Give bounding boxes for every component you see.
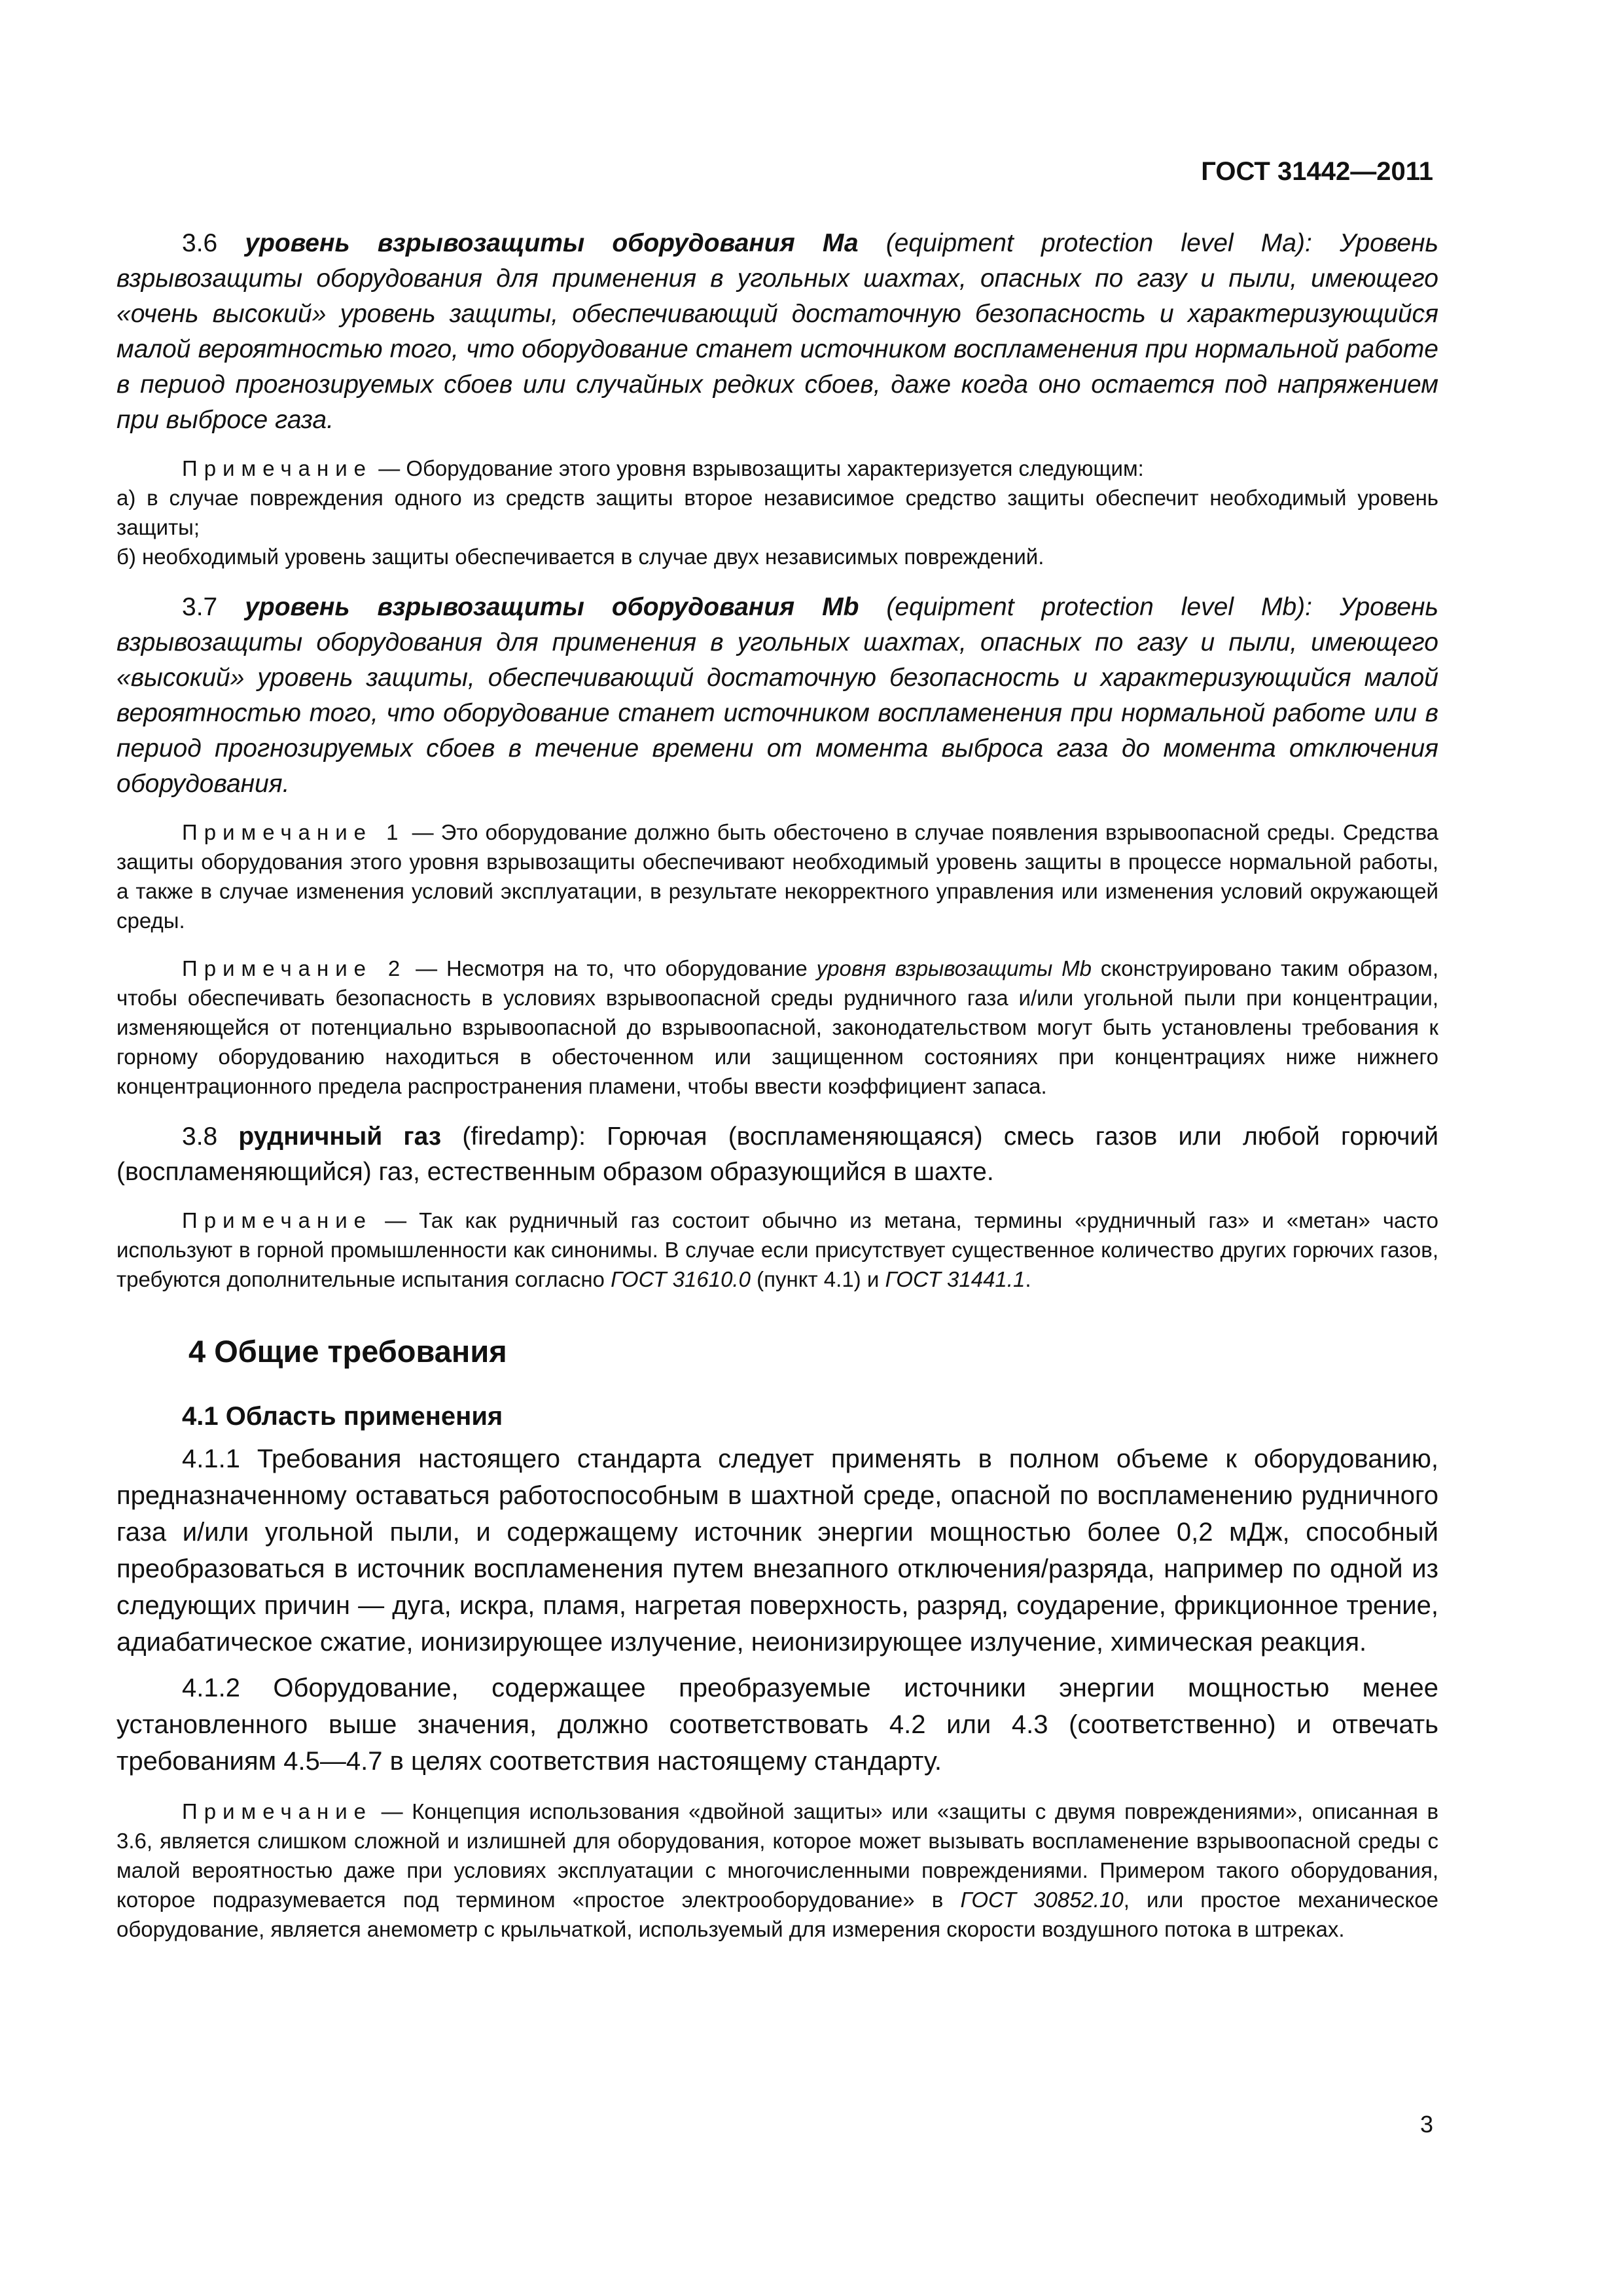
- english-term: (firedamp):: [462, 1122, 586, 1151]
- note-text: (пункт 4.1) и: [757, 1267, 880, 1291]
- page-content: [116, 226, 1438, 1962]
- note-label: Примечание: [182, 456, 373, 480]
- english-term: (equipment protection level Mb):: [886, 593, 1312, 621]
- clause-4-1-1: 4.1.1 Требования настоящего стандарта следует применять в полном объеме к оборудованию, предназначенному оставаться работоспособным в шахтной среде, опасной по воспламенению рудничного газа и/или угольной пыли, и содержащему источник энергии мощностью более 0,2 мДж, способный преобразоваться в источник воспламенения путем внезапного отключения/разряда, например по одной из следующих причин — дуга, искра, пламя, нагретая поверхность, разряд, соударение, фрикционное трение, адиабатическое сжатие, ионизирующее излучение, неионизирующее излучение, химическая реакция.: [116, 1444, 1438, 1657]
- term: рудничный газ: [238, 1122, 442, 1151]
- document-id-header: ГОСТ 31442—2011: [1201, 157, 1433, 186]
- standard-reference: ГОСТ 31441.1: [885, 1267, 1026, 1291]
- note-intro: [116, 454, 1438, 483]
- note-text: — Несмотря на то, что оборудование: [416, 956, 808, 980]
- note-label: Примечание 1: [182, 820, 405, 844]
- definition-3-8: [116, 1119, 1438, 1190]
- clause-number: 3.7: [182, 593, 218, 621]
- note-3-7-2: [116, 954, 1438, 1101]
- note-text: — Это оборудование должно быть обесточено в случае появления взрывоопасной среды. Средства защиты оборудования этого уровня взрывозащиты обеспечивают необходимый уровень защиты в процессе нормальной работы, а также в случае изменения условий эксплуатации, в результате некорректного управления или изменения условий окружающей среды.: [116, 820, 1439, 933]
- note-4-1: [116, 1797, 1438, 1944]
- english-term: (equipment protection level Ma):: [885, 229, 1312, 257]
- clause-number: 3.8: [182, 1122, 218, 1151]
- note-3-8: [116, 1206, 1438, 1294]
- note-3-6: [116, 454, 1438, 571]
- subsection-heading: 4.1 Область применения: [182, 1402, 503, 1431]
- definition-text: Уровень взрывозащиты оборудования для применения в угольных шахтах, опасных по газу и пыли, имеющего «очень высокий» уровень защиты, обеспечивающий достаточную безопасность и характеризующийся малой вероятностью того, что оборудование станет источником воспламенения при нормальной работе в период прогнозируемых сбоев или случайных редких сбоев, даже когда оно остается под напряжением при выбросе газа.: [116, 229, 1438, 434]
- note-label: Примечание 2: [182, 956, 407, 980]
- note-label: Примечание: [182, 1799, 373, 1823]
- note-label: Примечание: [182, 1208, 373, 1232]
- term: уровень взрывозащиты оборудования Mb: [245, 593, 859, 621]
- definition-3-7: [116, 590, 1438, 802]
- definition-text: Уровень взрывозащиты оборудования для применения в угольных шахтах, опасных по газу и пыли, имеющего «высокий» уровень защиты, обеспечивающий достаточную безопасность и характеризующийся малой вероятностью того, что оборудование станет источником воспламенения при нормальной работе или в период прогнозируемых сбоев в течение времени от момента выброса газа до момента отключения оборудования.: [116, 593, 1438, 798]
- note-item-a: а) в случае повреждения одного из средств защиты второе независимое средство защиты обеспечит необходимый уровень защиты;: [116, 486, 1438, 539]
- note-text: сконструировано таким образом, чтобы обеспечивать безопасность в условиях взрывоопасной среды рудничного газа и/или угольной пыли при концентрации, изменяющейся от потенциально взрывоопасной до взрывоопасной, законодательством могут быть установлены требования к горному оборудованию находиться в обесточенном или защищенном состояниях при концентрациях ниже нижнего концентрационного предела распространения пламени, чтобы ввести коэффициент запаса.: [116, 956, 1439, 1098]
- note-text: .: [1025, 1267, 1031, 1291]
- term: уровень взрывозащиты оборудования Ма: [245, 229, 859, 257]
- note-3-7-1: [116, 817, 1438, 935]
- standard-reference: ГОСТ 31610.0: [611, 1267, 751, 1291]
- section-heading: 4 Общие требования: [188, 1334, 507, 1369]
- page-number: 3: [1419, 2111, 1433, 2138]
- note-item-b: б) необходимый уровень защиты обеспечивается в случае двух независимых повреждений.: [116, 545, 1044, 569]
- definition-3-6: [116, 226, 1438, 438]
- note-text: — Так как рудничный газ состоит обычно из метана, термины «рудничный газ» и «метан» часто используют в горной промышленности как синонимы. В случае если присутствует существенное количество других горючих газов, требуются дополнительные испытания согласно: [116, 1208, 1439, 1291]
- definition-text: Горючая (воспламеняющаяся) смесь газов или любой горючий (воспламеняющийся) газ, естественным образом образующийся в шахте.: [116, 1122, 1438, 1186]
- clause-4-1-2: 4.1.2 Оборудование, содержащее преобразуемые источники энергии мощностью менее установленного выше значения, должно соответствовать 4.2 или 4.3 (соответственно) и отвечать требованиям 4.5—4.7 в целях соответствия настоящему стандарту.: [116, 1674, 1438, 1776]
- clause-number: 3.6: [182, 229, 218, 257]
- note-text: — Концепция использования «двойной защиты» или «защиты с двумя повреждениями», описанная в 3.6, является слишком сложной и излишней для оборудования, которое может вызывать воспламенение взрывоопасной среды с малой вероятностью даже при условиях эксплуатации с многочисленными повреждениями. Примером такого оборудования, которое подразумевается под термином «простое электрооборудование» в: [116, 1799, 1438, 1912]
- note-text: — Оборудование этого уровня взрывозащиты характеризуется следующим:: [378, 456, 1144, 480]
- note-italic-term: уровня взрывозащиты Mb: [816, 956, 1092, 980]
- standard-reference: ГОСТ 30852.10: [960, 1888, 1124, 1912]
- note-text: , или простое механическое оборудование, является анемометр с крыльчаткой, используемый для измерения скорости воздушного потока в штреках.: [116, 1888, 1438, 1941]
